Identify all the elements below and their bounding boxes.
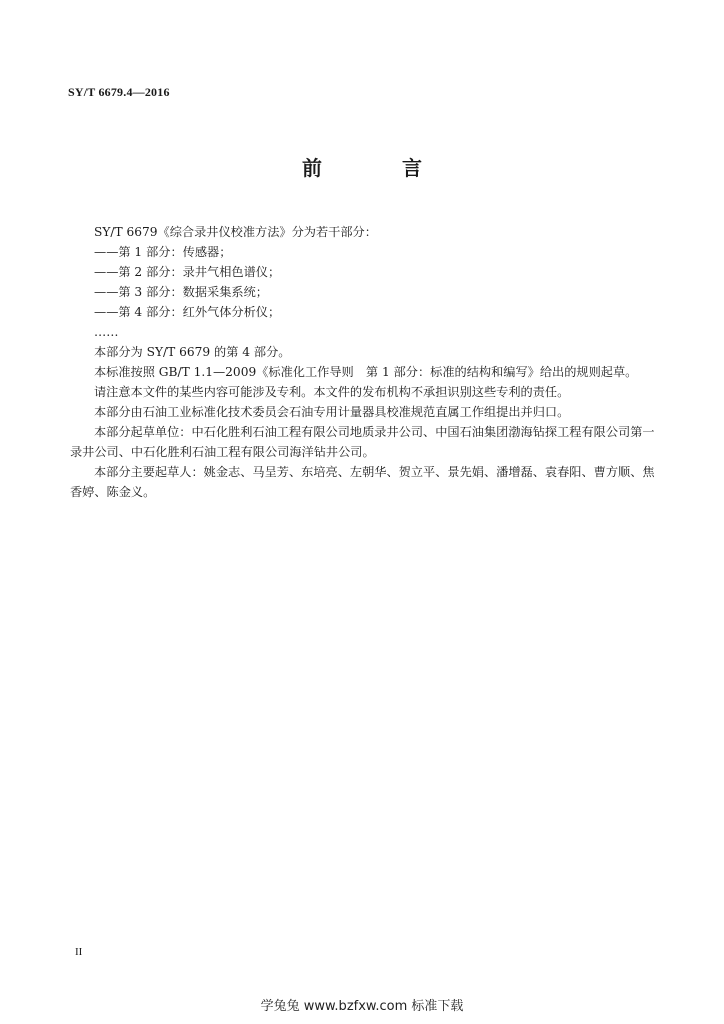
list-item-part-2: ——第 2 部分：录井气相色谱仪； <box>94 265 281 279</box>
paragraph-intro: SY/T 6679《综合录井仪校准方法》分为若干部分： <box>94 225 377 239</box>
document-body <box>70 222 656 502</box>
list-item-part-4: ——第 4 部分：红外气体分析仪； <box>94 305 281 319</box>
paragraph-patent-notice: 请注意本文件的某些内容可能涉及专利。本文件的发布机构不承担识别这些专利的责任。 <box>94 385 570 399</box>
paragraph-proposer: 本部分由石油工业标准化技术委员会石油专用计量器具校准规范直属工作组提出并归口。 <box>94 405 570 419</box>
list-ellipsis: …… <box>94 325 119 339</box>
list-item-part-1: ——第 1 部分：传感器； <box>94 245 232 259</box>
list-item-part-3: ——第 3 部分：数据采集系统； <box>94 285 268 299</box>
standard-code: SY/T 6679.4—2016 <box>68 85 170 99</box>
paragraph-part-statement: 本部分为 SY/T 6679 的第 4 部分。 <box>94 345 291 359</box>
page-title: 前 言 <box>302 156 452 180</box>
paragraph-drafting-rules: 本标准按照 GB/T 1.1—2009《标准化工作导则 第 1 部分：标准的结构和编写》给出的规则起草。 <box>94 365 638 379</box>
footer-watermark: 学兔兔 www.bzfxw.com 标准下载 <box>260 999 464 1014</box>
page-number: II <box>75 946 83 958</box>
paragraph-drafters: 本部分主要起草人：姚金志、马呈芳、东培亮、左朝华、贺立平、景先娟、潘增磊、袁春阳、曹方顺、焦香婷、陈金义。 <box>70 465 655 499</box>
paragraph-drafting-units: 本部分起草单位：中石化胜利石油工程有限公司地质录井公司、中国石油集团渤海钻探工程有限公司第一录井公司、中石化胜利石油工程有限公司海洋钻井公司。 <box>70 425 655 459</box>
